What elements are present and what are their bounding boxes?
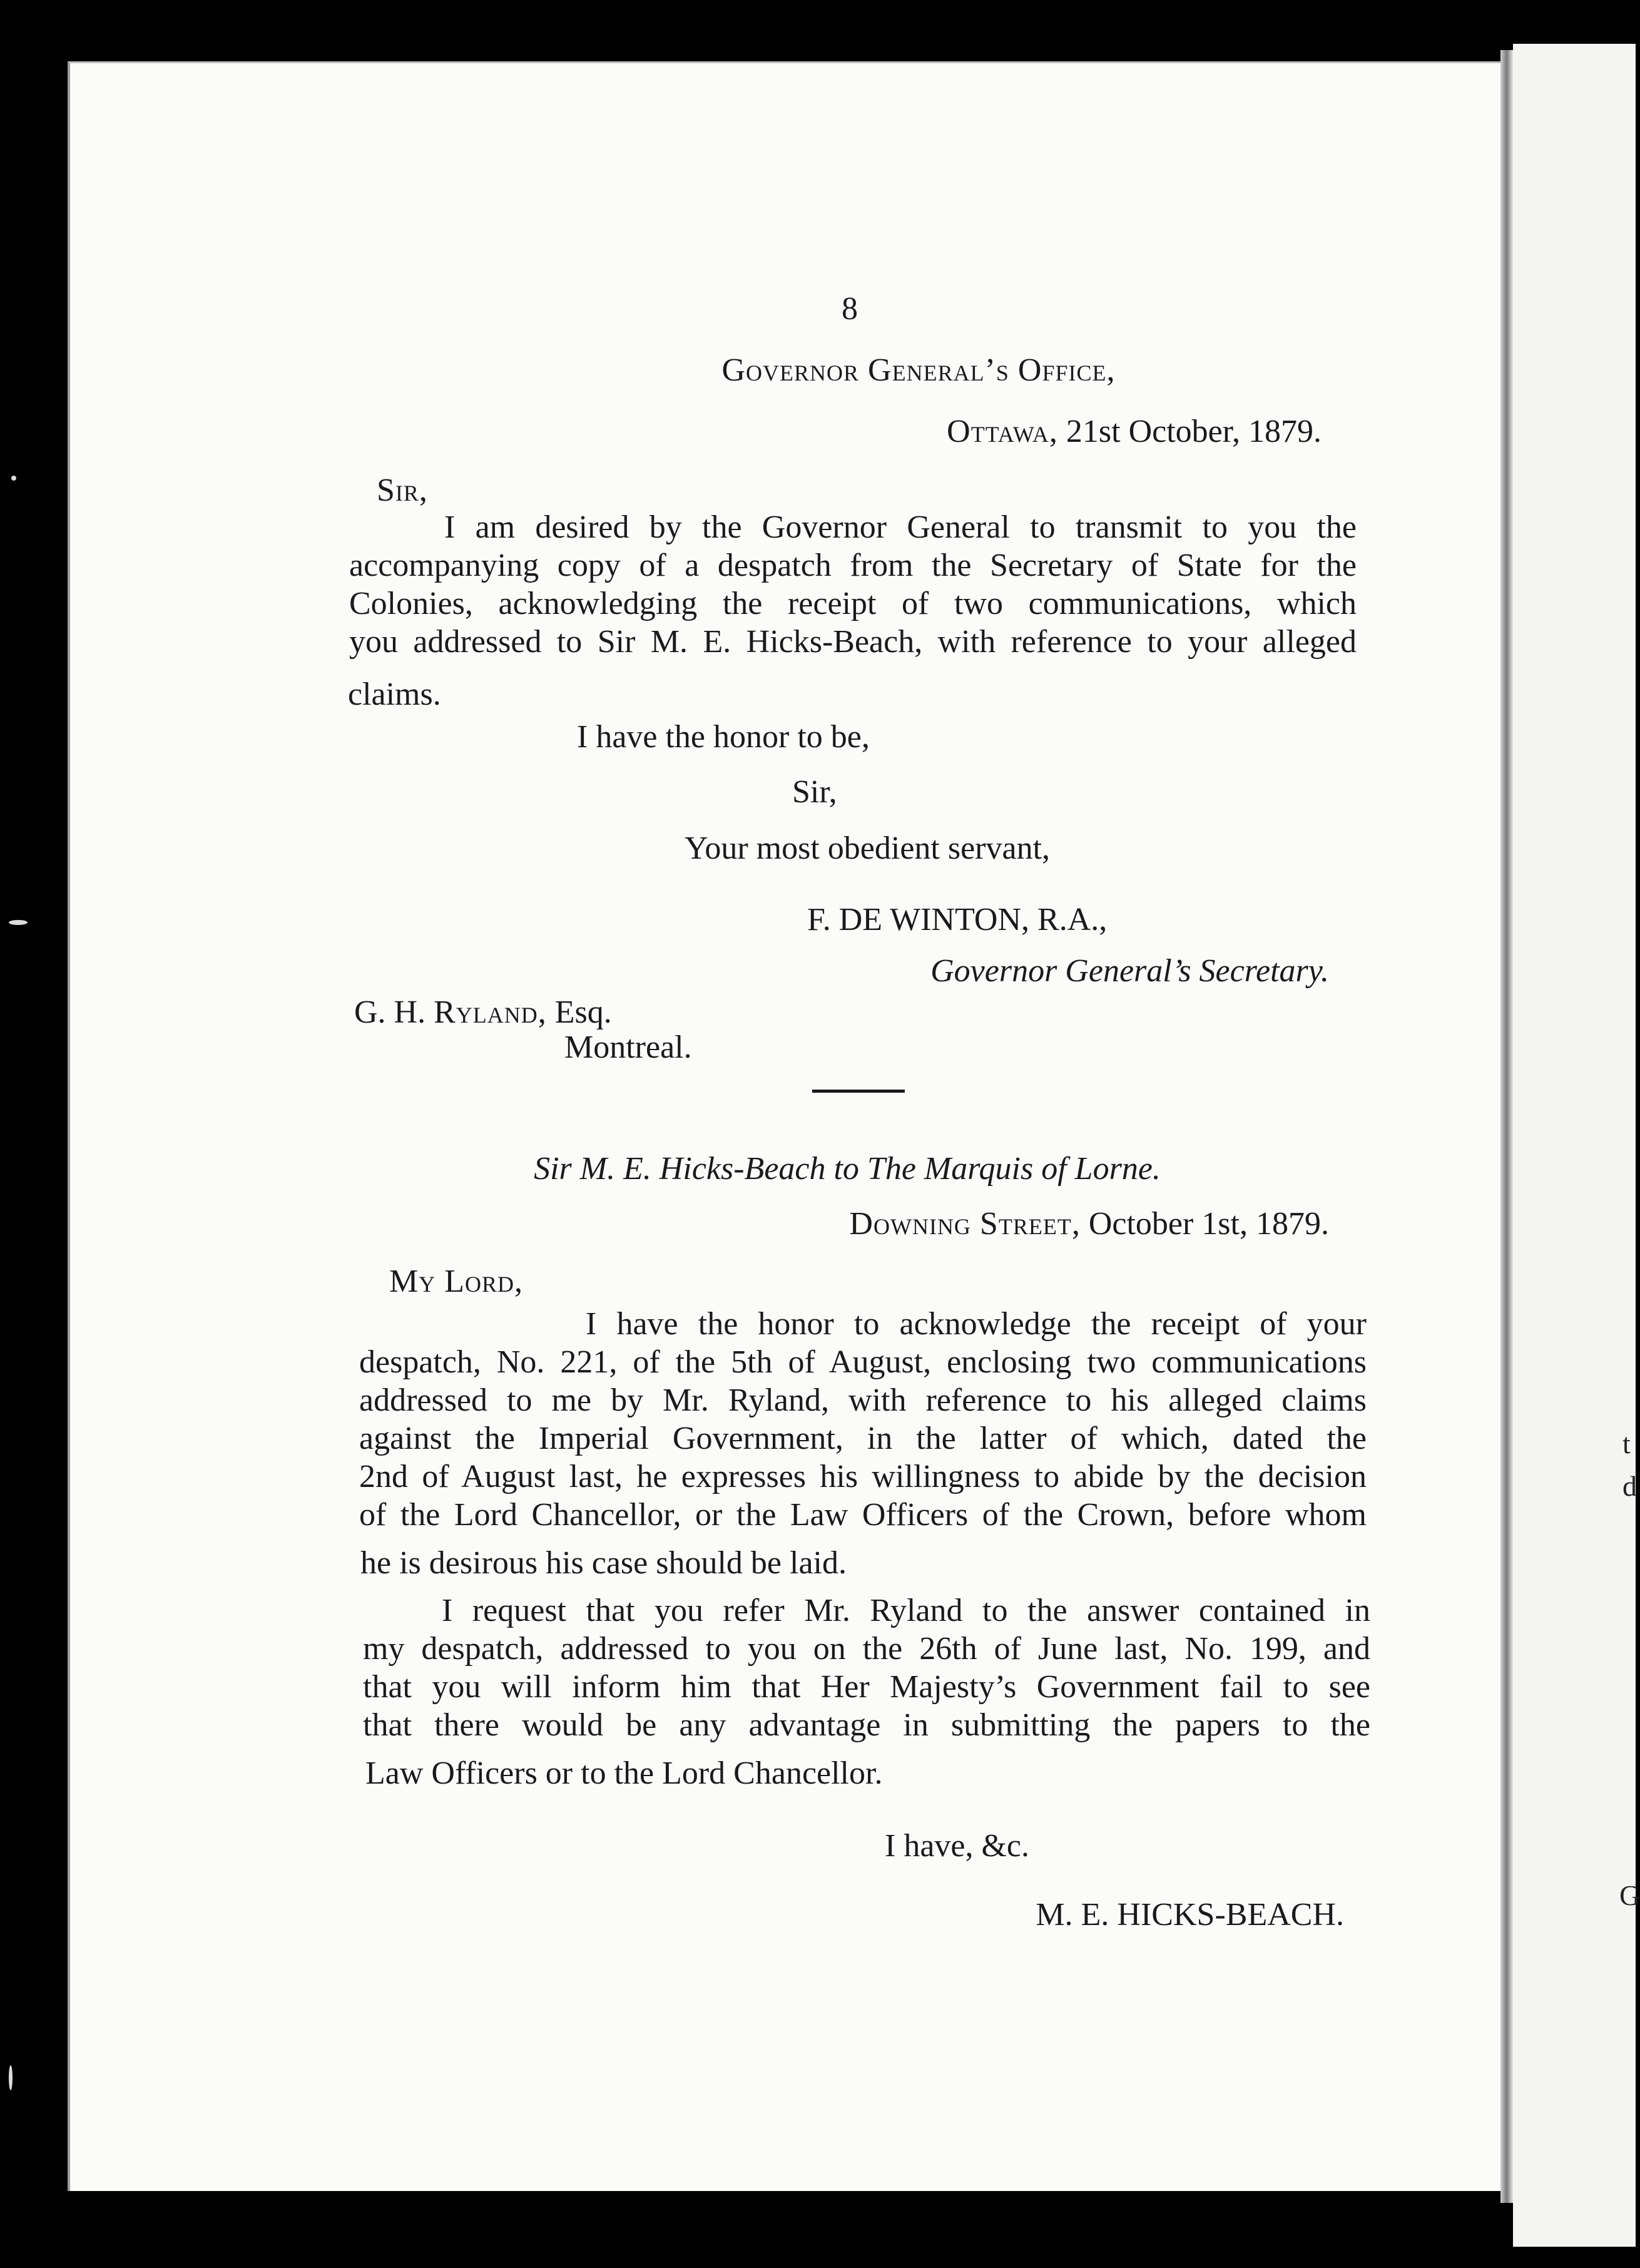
letter1-body-line: I am desired by the Governor General to transmit to you the xyxy=(444,509,1357,545)
letter2-closing: I have, &c. xyxy=(885,1828,1030,1864)
letter1-date: 21st October, 1879. xyxy=(1057,414,1322,449)
letter2-body-line: I have the honor to acknowledge the receipt of your xyxy=(586,1306,1367,1342)
page-number: 8 xyxy=(842,291,858,327)
letter2-body-line: my despatch, addressed to you on the 26th of June last, No. 199, and xyxy=(363,1631,1370,1667)
letter2-dateline xyxy=(849,1208,1329,1240)
letter1-salutation: Sir, xyxy=(377,472,428,508)
letter2-signature: M. E. HICKS-BEACH. xyxy=(1036,1897,1344,1933)
letter2-body-line: of the Lord Chancellor, or the Law Officers of the Crown, before whom xyxy=(359,1497,1367,1533)
letter2-body-line: that there would be any advantage in submitting the papers to the xyxy=(363,1707,1370,1743)
letter1-signature: F. DE WINTON, R.A., xyxy=(807,902,1108,937)
addressee-city: Montreal. xyxy=(564,1029,692,1065)
adjacent-page xyxy=(1513,44,1640,2247)
letter2-body-line: against the Imperial Government, in the latter of which, dated the xyxy=(359,1421,1367,1456)
letter1-body-line: accompanying copy of a despatch from the Secretary of State for the xyxy=(349,548,1357,583)
addressee-name xyxy=(354,996,612,1029)
scan-speck xyxy=(11,476,16,481)
adjacent-fragment: t xyxy=(1622,1428,1631,1459)
letter1-closing-1: I have the honor to be, xyxy=(577,719,870,755)
scan-speck xyxy=(9,2065,13,2090)
adjacent-fragment: G xyxy=(1619,1879,1640,1911)
scan-speck xyxy=(9,920,28,925)
letter1-body-line: Colonies, acknowledging the receipt of two communications, which xyxy=(349,586,1357,621)
letter2-paragraph-1-last-line: he is desirous his case should be laid. xyxy=(360,1545,847,1581)
letter1-body-line: you addressed to Sir M. E. Hicks-Beach, with reference to your alleged xyxy=(349,624,1357,660)
letter2-paragraph-1 xyxy=(359,1305,1367,1534)
letter2-body-line: that you will inform him that Her Majesty’s Government fail to see xyxy=(363,1669,1370,1705)
letter1-dateline xyxy=(947,416,1322,448)
letter2-paragraph-2 xyxy=(363,1591,1370,1744)
office-heading: Governor General’s Office, xyxy=(721,352,1116,388)
letter2-heading: Sir M. E. Hicks-Beach to The Marquis of Lorne. xyxy=(534,1151,1161,1187)
page-edge-shadow xyxy=(1500,50,1513,2203)
letter2-body-line: 2nd of August last, he expresses his willingness to abide by the decision xyxy=(359,1459,1367,1494)
letter1-body-last-line: claims. xyxy=(348,677,441,712)
addressee-suffix: Esq. xyxy=(546,994,612,1030)
letter2-body-line: despatch, No. 221, of the 5th of August, enclosing two communications xyxy=(359,1344,1367,1380)
letter2-salutation: My Lord, xyxy=(389,1264,524,1299)
adjacent-fragment: d xyxy=(1622,1470,1637,1502)
section-separator xyxy=(812,1090,905,1093)
letter2-date: October 1st, 1879. xyxy=(1080,1206,1329,1242)
letter1-closing-3: Your most obedient servant, xyxy=(685,830,1051,866)
letter1-body xyxy=(349,508,1357,661)
letter2-place: Downing Street, xyxy=(849,1206,1081,1242)
letter2-body-line: addressed to me by Mr. Ryland, with reference to his alleged claims xyxy=(359,1382,1367,1418)
letter2-body-line: I request that you refer Mr. Ryland to the answer contained in xyxy=(442,1593,1370,1628)
letter2-paragraph-2-last-line: Law Officers or to the Lord Chancellor. xyxy=(365,1755,883,1791)
letter1-signature-title: Governor General’s Secretary. xyxy=(930,953,1329,989)
addressee-initials: G. H. xyxy=(354,994,434,1030)
addressee-surname: Ryland, xyxy=(434,994,547,1030)
letter1-place: Ottawa, xyxy=(947,414,1058,449)
letter1-closing-2: Sir, xyxy=(792,774,837,810)
